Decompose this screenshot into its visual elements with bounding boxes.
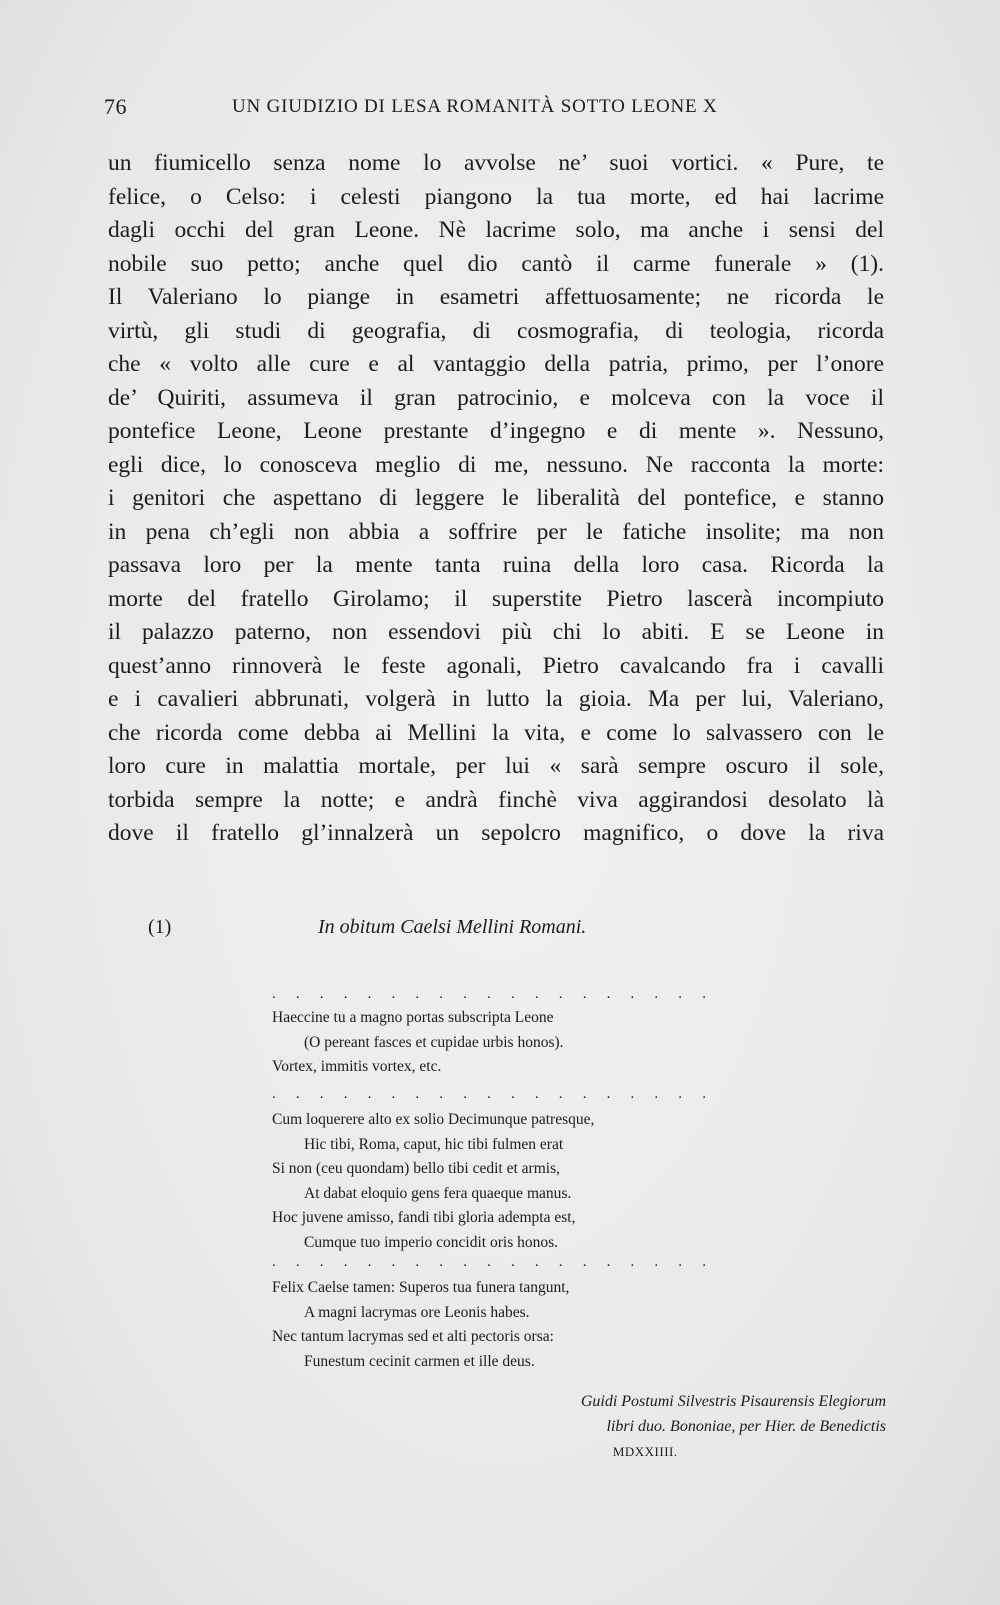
- verse-ellipsis: . . . . . . . . . . . . . . . . . . .: [272, 1086, 715, 1102]
- verse-line: (O pereant fasces et cupidae urbis honos).: [304, 1033, 564, 1051]
- verse-line: Felix Caelse tamen: Superos tua funera tangunt,: [272, 1279, 570, 1296]
- body-line: e i cavalieri abbrunati, volgerà in lutto la gioia. Ma per lui, Valeriano,: [108, 686, 884, 712]
- body-line: quest’anno rinnoverà le feste agonali, Pietro cavalcando fra i cavalli: [108, 652, 884, 679]
- verse-line: Hoc juvene amisso, fandi tibi gloria adempta est,: [272, 1209, 576, 1226]
- body-line: che « volto alle cure e al vantaggio della patria, primo, per l’onore: [108, 351, 884, 377]
- verse-block-3: [272, 1276, 569, 1374]
- body-line: egli dice, lo conosceva meglio di me, nessuno. Ne racconta la morte:: [108, 451, 884, 478]
- running-title: UN GIUDIZIO DI LESA ROMANITÀ SOTTO LEONE X: [232, 96, 718, 117]
- body-line: pontefice Leone, Leone prestante d’ingegno e di mente ». Nessuno,: [108, 418, 884, 444]
- body-line: dagli occhi del gran Leone. Nè lacrime solo, ma anche i sensi del: [108, 217, 884, 243]
- body-line: nobile suo petto; anche quel dio cantò il carme funerale » (1).: [108, 250, 884, 277]
- body-line: de’ Quiriti, assumeva il gran patrocinio, e molceva con la voce il: [108, 384, 884, 411]
- body-line: virtù, gli studi di geografia, di cosmografia, di teologia, ricorda: [108, 317, 884, 344]
- body-line: felice, o Celso: i celesti piangono la tua morte, ed hai lacrime: [108, 183, 884, 210]
- body-line: passava loro per la mente tanta ruina della loro casa. Ricorda la: [108, 552, 884, 578]
- verse-line: Cumque tuo imperio concidit oris honos.: [304, 1233, 559, 1251]
- body-line: in pena ch’egli non abbia a soffrire per le fatiche insolite; ma non: [108, 518, 884, 545]
- page-number: 76: [104, 94, 127, 119]
- citation-line: libri duo. Bononiae, per Hier. de Benedictis: [606, 1418, 886, 1435]
- verse-ellipsis: . . . . . . . . . . . . . . . . . . .: [272, 986, 715, 1002]
- body-text: [108, 147, 884, 851]
- verse-line: Si non (ceu quondam) bello tibi cedit et armis,: [272, 1160, 560, 1177]
- body-line: i genitori che aspettano di leggere le liberalità del pontefice, e stanno: [108, 485, 884, 511]
- verse-line: Haeccine tu a magno portas subscripta Leone: [272, 1009, 554, 1026]
- citation-line: Guidi Postumi Silvestris Pisaurensis Elegiorum: [580, 1393, 886, 1410]
- footnote-number: (1): [148, 916, 172, 938]
- citation-year: MDXXIIII.: [612, 1444, 678, 1459]
- body-line: dove il fratello gl’innalzerà un sepolcro magnifico, o dove la riva: [108, 820, 884, 846]
- verse-block-2: [272, 1108, 594, 1255]
- verse-line: A magni lacrymas ore Leonis habes.: [304, 1303, 530, 1321]
- body-line: un fiumicello senza nome lo avvolse ne’ suoi vortici. « Pure, te: [108, 150, 884, 176]
- verse-line: Vortex, immitis vortex, etc.: [272, 1058, 442, 1075]
- body-line: loro cure in malattia mortale, per lui « sarà sempre oscuro il sole,: [108, 753, 884, 779]
- body-line: torbida sempre la notte; e andrà finchè viva aggirandosi desolato là: [108, 786, 884, 813]
- verse-line: Cum loquerere alto ex solio Decimunque patresque,: [272, 1111, 595, 1128]
- body-line: morte del fratello Girolamo; il superstite Pietro lascerà incompiuto: [108, 585, 884, 612]
- verse-line: Nec tantum lacrymas sed et alti pectoris orsa:: [272, 1328, 554, 1345]
- verse-block-1: [272, 1006, 564, 1080]
- footnote-citation: [581, 1389, 886, 1464]
- verse-line: Hic tibi, Roma, caput, hic tibi fulmen erat: [304, 1135, 564, 1153]
- verse-line: Funestum cecinit carmen et ille deus.: [304, 1352, 535, 1370]
- footnote-title: In obitum Caelsi Mellini Romani.: [318, 916, 587, 938]
- body-line: il palazzo paterno, non essendovi più chi lo abiti. E se Leone in: [108, 619, 884, 645]
- verse-line: At dabat eloquio gens fera quaeque manus.: [304, 1184, 572, 1202]
- body-line: che ricorda come debba ai Mellini la vita, e come lo salvassero con le: [108, 719, 884, 746]
- verse-ellipsis: . . . . . . . . . . . . . . . . . . .: [272, 1254, 715, 1270]
- body-line: Il Valeriano lo piange in esametri affettuosamente; ne ricorda le: [108, 284, 884, 310]
